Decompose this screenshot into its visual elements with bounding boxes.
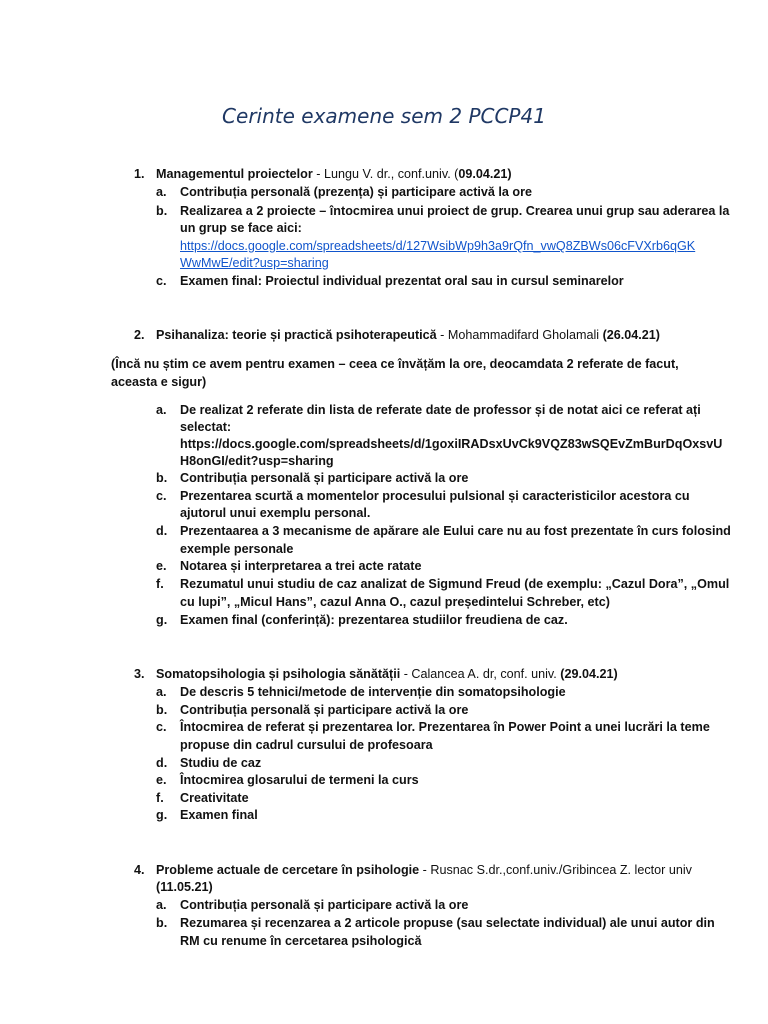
section-2-item-f-line-2: cu lupi”, „Micul Hans”, cazul Anna O., cazul președintelui Schreber, etc) <box>180 595 610 609</box>
section-2-item-c-line-1: Prezentarea scurtă a momentelor procesului pulsional și caracteristicilor acestora cu <box>180 489 690 503</box>
section-2-item-g-letter: g. <box>156 613 168 627</box>
section-3-item-e-letter: e. <box>156 773 167 787</box>
section-3-item-c-line-2: propuse din cadrul cursului de profesoara <box>180 738 433 752</box>
section-2-item-d-line-2: exemple personale <box>180 542 294 556</box>
section-2-course-name: Psihanaliza: teorie și practică psihoterapeutică <box>156 328 437 342</box>
section-2-item-a-line-2: selectat: <box>180 420 232 434</box>
section-4-instructor: - Rusnac S.dr.,conf.univ./Gribincea Z. lector univ <box>419 863 692 877</box>
section-2-item-b-text: Contribuția personală și participare activă la ore <box>180 471 469 485</box>
section-4-heading <box>156 862 692 879</box>
section-2-item-d-line-1: Prezentaarea a 3 mecanisme de apărare ale Eului care nu au fost prezentate în curs folosind <box>180 524 731 538</box>
section-2-note-line-1: (Încă nu știm ce avem pentru examen – ceea ce învățăm la ore, deocamdata 2 referate de facut, <box>111 357 679 371</box>
section-4-item-b-line-2: RM cu renume în cercetarea psihologică <box>180 934 422 948</box>
section-2-item-b-letter: b. <box>156 471 168 485</box>
section-1-number: 1. <box>134 167 145 181</box>
section-3-item-d-text: Studiu de caz <box>180 756 262 770</box>
section-2-heading <box>156 327 660 344</box>
section-1-item-c-text: Examen final: Proiectul individual prezentat oral sau in cursul seminarelor <box>180 274 624 288</box>
section-4-item-b-line-1: Rezumarea și recenzarea a 2 articole propuse (sau selectate individual) ale unui autor din <box>180 916 715 930</box>
section-1-spreadsheet-link[interactable]: https://docs.google.com/spreadsheets/d/127WsibWp9h3a9rQfn_vwQ8ZBWs06cFVXrb6qGK <box>180 239 696 253</box>
section-3-item-f-letter: f. <box>156 791 164 805</box>
section-3-item-c-line-1: Întocmirea de referat și prezentarea lor. Prezentarea în Power Point a unei lucrări la teme <box>180 720 710 734</box>
section-3-item-b-text: Contribuția personală și participare activă la ore <box>180 703 469 717</box>
section-3-number: 3. <box>134 667 145 681</box>
section-2-item-f-line-1: Rezumatul unui studiu de caz analizat de Sigmund Freud (de exemplu: „Cazul Dora”, „Omul <box>180 577 730 591</box>
section-2-number: 2. <box>134 328 145 342</box>
section-2-item-d-letter: d. <box>156 524 168 538</box>
section-3-course-name: Somatopsihologia și psihologia sănătății <box>156 667 401 681</box>
section-4-date: (11.05.21) <box>156 880 213 894</box>
section-1-item-c-letter: c. <box>156 274 167 288</box>
section-1-item-b-line-2: un grup se face aici: <box>180 221 302 235</box>
section-2-item-a-line-1: De realizat 2 referate din lista de referate date de professor și de notat aici ce referat ați <box>180 403 701 417</box>
section-4-item-a-letter: a. <box>156 898 167 912</box>
section-2-item-f-letter: f. <box>156 577 164 591</box>
section-1-item-a-letter: a. <box>156 185 167 199</box>
document-title: Cerinte examene sem 2 PCCP41 <box>222 104 546 128</box>
section-1-heading <box>156 166 512 183</box>
section-1-item-a-text: Contribuția personală (prezența) și participare activă la ore <box>180 185 533 199</box>
section-3-item-d-letter: d. <box>156 756 168 770</box>
section-2-item-e-letter: e. <box>156 559 167 573</box>
section-2-item-c-letter: c. <box>156 489 167 503</box>
section-3-date: (29.04.21) <box>560 667 618 681</box>
section-4-course-name: Probleme actuale de cercetare în psihologie <box>156 863 420 877</box>
section-3-item-f-text: Creativitate <box>180 791 249 805</box>
section-3-item-b-letter: b. <box>156 703 168 717</box>
section-2-item-c-line-2: ajutorul unui exemplu personal. <box>180 506 371 520</box>
section-2-date: (26.04.21) <box>602 328 660 342</box>
section-4-item-b-letter: b. <box>156 916 168 930</box>
section-1-spreadsheet-link-cont[interactable]: WwMwE/edit?usp=sharing <box>180 256 329 270</box>
section-2-item-a-line-4: H8onGI/edit?usp=sharing <box>180 454 334 468</box>
section-1-instructor: - Lungu V. dr., conf.univ. ( <box>312 167 459 181</box>
section-2-note-line-2: aceasta e sigur) <box>111 375 207 389</box>
section-2-instructor: - Mohammadifard Gholamali <box>436 328 603 342</box>
section-1-item-b-letter: b. <box>156 204 168 218</box>
section-3-item-a-letter: a. <box>156 685 167 699</box>
section-2-item-a-letter: a. <box>156 403 167 417</box>
section-4-item-a-text: Contribuția personală și participare activă la ore <box>180 898 469 912</box>
section-3-item-c-letter: c. <box>156 720 167 734</box>
section-2-item-a-line-3: https://docs.google.com/spreadsheets/d/1goxiIRADsxUvCk9VQZ83wSQEvZmBurDqOxsvU <box>180 437 723 451</box>
section-1-date: 09.04.21) <box>458 167 512 181</box>
section-3-item-g-text: Examen final <box>180 808 258 822</box>
section-3-item-a-text: De descris 5 tehnici/metode de intervenție din somatopsihologie <box>180 685 566 699</box>
section-2-item-g-text: Examen final (conferință): prezentarea studiilor freudiena de caz. <box>180 613 568 627</box>
section-1-item-b-line-1: Realizarea a 2 proiecte – întocmirea unui proiect de grup. Crearea unui grup sau aderarea la <box>180 204 730 218</box>
section-2-item-e-text: Notarea și interpretarea a trei acte ratate <box>180 559 422 573</box>
section-3-instructor: - Calancea A. dr, conf. univ. <box>400 667 561 681</box>
section-3-item-g-letter: g. <box>156 808 168 822</box>
section-3-heading <box>156 666 618 683</box>
section-3-item-e-text: Întocmirea glosarului de termeni la curs <box>180 773 419 787</box>
section-1-course-name: Managementul proiectelor <box>156 167 313 181</box>
section-4-number: 4. <box>134 863 145 877</box>
